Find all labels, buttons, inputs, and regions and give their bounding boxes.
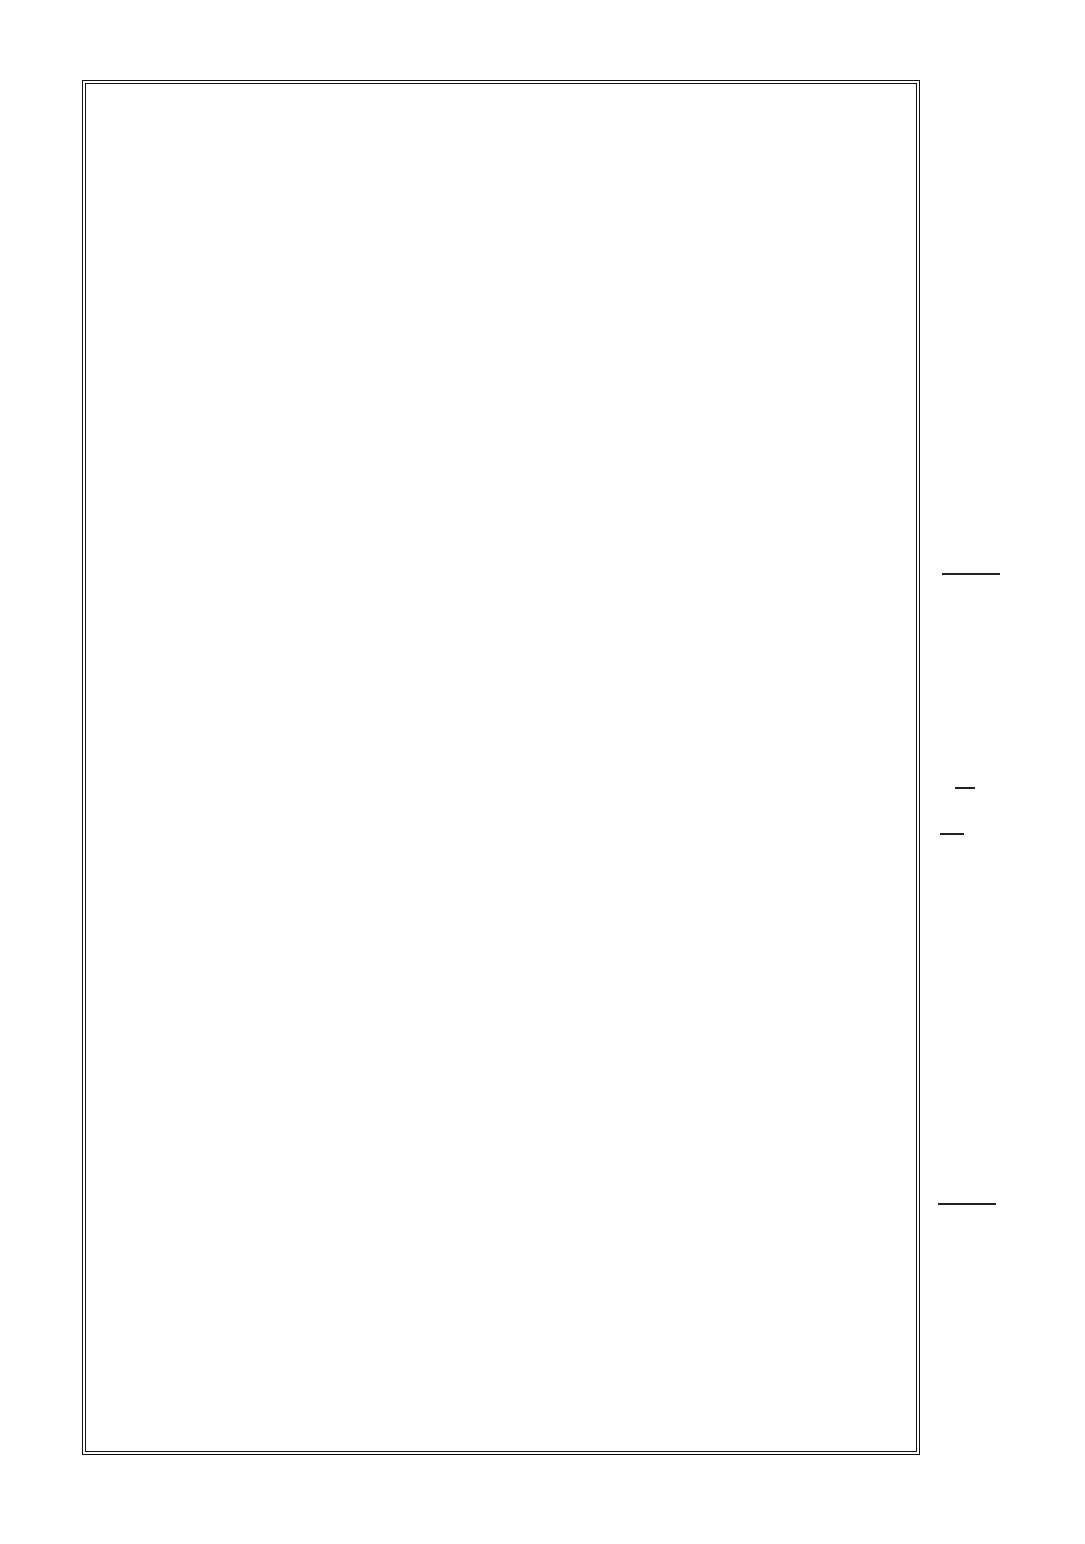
body-text [102,112,902,1463]
text-line [102,951,902,998]
text-line [102,904,902,951]
text-line [102,205,902,252]
margin-mark [938,1203,996,1205]
margin-mark [940,833,964,835]
text-line [102,997,902,1044]
text-line [102,1417,902,1464]
text-line [102,1230,902,1277]
text-line [102,485,902,532]
text-line [102,1044,902,1091]
text-line [102,764,902,811]
text-line [102,438,902,485]
text-line [102,811,902,858]
text-line [102,671,902,718]
text-line [102,345,902,392]
text-line [102,718,902,765]
text-line [102,112,902,159]
text-line [102,578,902,625]
text-line [102,1277,902,1324]
text-line [102,625,902,672]
margin-mark [955,787,975,789]
text-line [102,531,902,578]
text-line [102,1370,902,1417]
text-line [102,298,902,345]
text-line [102,1137,902,1184]
text-line [102,1184,902,1231]
text-line [102,159,902,206]
text-line [102,1323,902,1370]
text-line [102,858,902,905]
text-line [102,392,902,439]
margin-mark [942,573,1000,575]
text-line [102,252,902,299]
text-line [102,1090,902,1137]
